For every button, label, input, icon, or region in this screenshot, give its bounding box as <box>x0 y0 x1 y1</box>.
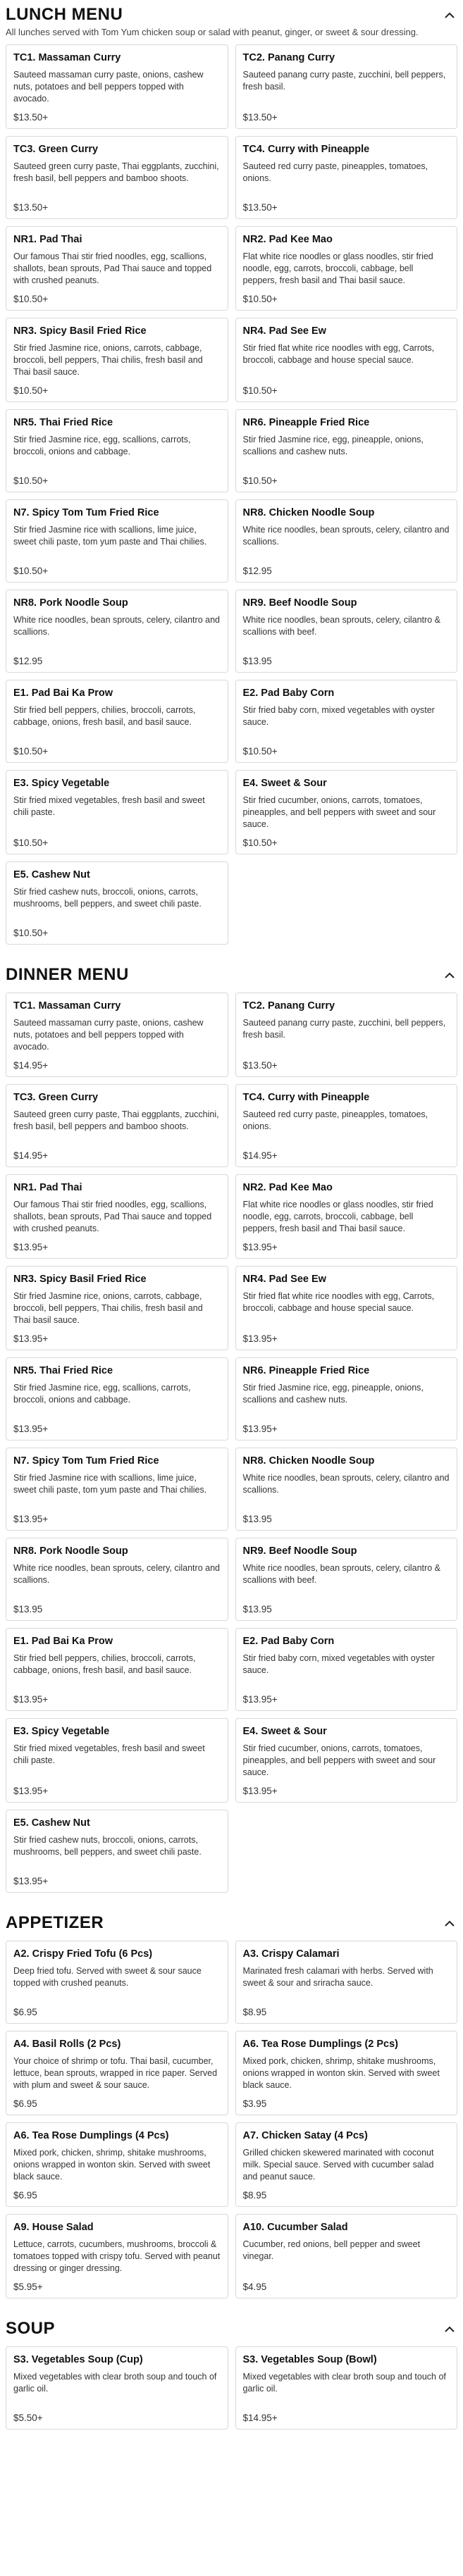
menu-item-card[interactable] <box>6 1266 228 1350</box>
menu-item-price: $3.95 <box>242 2098 267 2109</box>
menu-item-price: $13.95+ <box>242 1333 278 1344</box>
menu-item-card[interactable] <box>6 2031 228 2115</box>
menu-item-card[interactable] <box>235 499 458 583</box>
menu-item-price: $13.95+ <box>242 1242 278 1252</box>
menu-item-name: A10. Cucumber Salad <box>242 2222 348 2233</box>
menu-item-description: Mixed pork, chicken, shrimp, shitake mushrooms, onions wrapped in wonton skin. Served with sweet black sauce. <box>13 2148 211 2182</box>
menu-item-description: Sauteed massaman curry paste, onions, cashew nuts, potatoes and bell peppers topped with avocado. <box>13 1018 204 1052</box>
menu-item-card[interactable] <box>6 770 228 854</box>
menu-item-description: Stir fried Jasmine rice, onions, carrots, cabbage, broccoli, bell peppers, Thai chilis, fresh basil and Thai basil sauce. <box>13 1291 203 1325</box>
menu-item-description: Flat white rice noodles or glass noodles, stir fried noodle, egg, carrots, broccoli, cabbage, bell peppers, fresh basil and Thai basil sauce. <box>242 251 433 285</box>
menu-item-description: Stir fried baby corn, mixed vegetables with oyster sauce. <box>242 1653 435 1675</box>
menu-item-card[interactable] <box>235 1357 458 1441</box>
menu-item-card[interactable] <box>6 409 228 492</box>
menu-item-price: $13.95+ <box>13 1514 49 1524</box>
menu-item-card[interactable] <box>6 136 228 219</box>
chevron-up-icon[interactable] <box>442 2321 457 2337</box>
menu-item-price: $5.50+ <box>13 2413 43 2423</box>
menu-item-name: NR6. Pineapple Fried Rice <box>242 417 370 428</box>
menu-item-card[interactable] <box>235 318 458 402</box>
menu-item-price: $10.50+ <box>242 385 278 396</box>
menu-item-card[interactable] <box>235 44 458 129</box>
menu-item-name: TC3. Green Curry <box>13 1092 99 1103</box>
section-header[interactable] <box>6 1912 457 1934</box>
menu-item-description: Stir fried mixed vegetables, fresh basil and sweet chili paste. <box>13 1743 205 1765</box>
menu-item-name: E4. Sweet & Sour <box>242 778 327 789</box>
menu-item-price: $10.50+ <box>242 838 278 848</box>
menu-item-name: NR4. Pad See Ew <box>242 325 326 337</box>
chevron-up-icon[interactable] <box>442 7 457 23</box>
menu-item-grid <box>6 1941 457 2298</box>
menu-item-price: $13.95+ <box>13 1876 49 1886</box>
menu-item-name: NR2. Pad Kee Mao <box>242 1182 333 1193</box>
menu-item-card[interactable] <box>6 1538 228 1621</box>
menu-item-name: TC4. Curry with Pineapple <box>242 144 370 155</box>
menu-item-price: $5.95+ <box>13 2282 43 2292</box>
menu-item-price: $14.95+ <box>242 1150 278 1161</box>
menu-item-description: Stir fried cucumber, onions, carrots, tomatoes, pineapples, and bell peppers with sweet and sour sauce. <box>242 1743 436 1777</box>
menu-item-name: A2. Crispy Fried Tofu (6 Pcs) <box>13 1948 153 1960</box>
menu-item-name: A9. House Salad <box>13 2222 94 2233</box>
menu-item-price: $12.95 <box>242 566 272 576</box>
menu-item-description: Sauteed massaman curry paste, onions, cashew nuts, potatoes and bell peppers topped with avocado. <box>13 70 204 104</box>
menu-item-description: White rice noodles, bean sprouts, celery, cilantro and scallions. <box>242 1473 450 1495</box>
menu-item-price: $13.95+ <box>13 1242 49 1252</box>
menu-item-price: $13.95 <box>242 656 272 666</box>
menu-item-name: NR6. Pineapple Fried Rice <box>242 1365 370 1376</box>
menu-item-description: Stir fried Jasmine rice, onions, carrots, cabbage, broccoli, bell peppers, Thai chilis, fresh basil and Thai basil sauce. <box>13 343 203 377</box>
menu-item-name: S3. Vegetables Soup (Bowl) <box>242 2354 377 2365</box>
menu-item-name: E5. Cashew Nut <box>13 1817 90 1829</box>
menu-item-card[interactable] <box>235 680 458 763</box>
menu-item-price: $8.95 <box>242 2007 267 2017</box>
section-note: All lunches served with Tom Yum chicken soup or salad with peanut, ginger, or sweet & sour dressing. <box>6 27 419 37</box>
menu-item-card[interactable] <box>6 1810 228 1893</box>
menu-item-description: Sauteed green curry paste, Thai eggplants, zucchini, fresh basil, bell peppers and bamboo shoots. <box>13 161 219 183</box>
menu-item-name: NR3. Spicy Basil Fried Rice <box>13 325 147 337</box>
menu-item-name: N7. Spicy Tom Tum Fried Rice <box>13 507 159 518</box>
menu-item-card[interactable] <box>6 861 228 945</box>
menu-item-card[interactable] <box>6 1941 228 2024</box>
menu-item-card[interactable] <box>6 680 228 763</box>
menu-section-appetizer <box>0 1912 463 2298</box>
menu-item-card[interactable] <box>235 993 458 1077</box>
menu-item-description: Stir fried cucumber, onions, carrots, tomatoes, pineapples, and bell peppers with sweet and sour sauce. <box>242 795 436 829</box>
menu-item-name: E3. Spicy Vegetable <box>13 778 110 789</box>
menu-item-name: E1. Pad Bai Ka Prow <box>13 1636 113 1647</box>
menu-item-card[interactable] <box>235 226 458 311</box>
menu-item-price: $13.95+ <box>13 1786 49 1796</box>
menu-item-price: $13.95+ <box>13 1694 49 1705</box>
menu-section-lunch-menu <box>0 4 463 945</box>
menu-item-description: Sauteed red curry paste, pineapples, tomatoes, onions. <box>242 161 428 183</box>
menu-item-description: Sauteed panang curry paste, zucchini, bell peppers, fresh basil. <box>242 1018 446 1040</box>
menu-item-price: $13.95+ <box>242 1786 278 1796</box>
menu-item-grid <box>6 44 457 945</box>
menu-item-description: Your choice of shrimp or tofu. Thai basil, cucumber, lettuce, bean sprouts, wrapped in rice paper. Served with plum and sweet & sour sauce. <box>13 2056 218 2090</box>
section-header[interactable] <box>6 2318 457 2339</box>
menu-page <box>0 4 463 2445</box>
menu-item-description: White rice noodles, bean sprouts, celery, cilantro & scallions with beef. <box>242 615 440 637</box>
section-title: APPETIZER <box>6 1913 104 1932</box>
menu-item-card[interactable] <box>235 2031 458 2115</box>
menu-item-description: Flat white rice noodles or glass noodles, stir fried noodle, egg, carrots, broccoli, cabbage, bell peppers, fresh basil and Thai basil sauce. <box>242 1200 433 1233</box>
menu-item-price: $10.50+ <box>13 475 49 486</box>
menu-item-name: NR1. Pad Thai <box>13 234 82 245</box>
menu-item-card[interactable] <box>6 590 228 673</box>
menu-item-description: Our famous Thai stir fried noodles, egg, scallions, shallots, bean sprouts, Pad Thai sauce and topped with crushed peanuts. <box>13 1200 212 1233</box>
menu-item-card[interactable] <box>235 1628 458 1711</box>
menu-item-card[interactable] <box>235 1084 458 1167</box>
menu-item-card[interactable] <box>235 2346 458 2429</box>
menu-item-price: $6.95 <box>13 2190 37 2201</box>
section-title: LUNCH MENU <box>6 5 123 24</box>
menu-item-card[interactable] <box>6 2346 228 2429</box>
menu-item-description: Deep fried tofu. Served with sweet & sour sauce topped with crushed peanuts. <box>13 1966 202 1988</box>
menu-item-name: TC1. Massaman Curry <box>13 1000 121 1012</box>
menu-item-description: Sauteed green curry paste, Thai eggplants, zucchini, fresh basil, bell peppers and bamboo shoots. <box>13 1109 219 1131</box>
menu-item-price: $13.50+ <box>242 112 278 123</box>
menu-item-name: TC1. Massaman Curry <box>13 52 121 63</box>
menu-item-card[interactable] <box>6 2122 228 2207</box>
menu-item-price: $13.50+ <box>242 1060 278 1071</box>
menu-item-description: White rice noodles, bean sprouts, celery, cilantro and scallions. <box>242 525 450 547</box>
menu-item-card[interactable] <box>235 2214 458 2298</box>
menu-item-description: Stir fried baby corn, mixed vegetables with oyster sauce. <box>242 705 435 727</box>
menu-item-description: Stir fried Jasmine rice with scallions, lime juice, sweet chili paste, tom yum paste and Thai chilies. <box>13 1473 207 1495</box>
menu-item-description: Sauteed red curry paste, pineapples, tomatoes, onions. <box>242 1109 428 1131</box>
menu-item-card[interactable] <box>235 2122 458 2207</box>
menu-item-description: Lettuce, carrots, cucumbers, mushrooms, broccoli & tomatoes topped with crispy tofu. Served with peanut dressing or ginger dressing. <box>13 2239 221 2273</box>
menu-item-name: A7. Chicken Satay (4 Pcs) <box>242 2130 368 2141</box>
menu-item-name: NR5. Thai Fried Rice <box>13 1365 113 1376</box>
menu-item-name: TC2. Panang Curry <box>242 52 335 63</box>
menu-item-name: NR8. Chicken Noodle Soup <box>242 507 375 518</box>
section-title: SOUP <box>6 2319 56 2338</box>
menu-item-price: $10.50+ <box>13 385 49 396</box>
menu-item-name: E2. Pad Baby Corn <box>242 1636 335 1647</box>
menu-item-name: NR8. Pork Noodle Soup <box>13 597 128 609</box>
menu-item-price: $13.50+ <box>242 202 278 213</box>
menu-item-price: $13.95 <box>242 1604 272 1614</box>
menu-item-card[interactable] <box>6 499 228 583</box>
menu-item-price: $10.50+ <box>13 294 49 304</box>
menu-item-price: $14.95+ <box>13 1060 49 1071</box>
menu-item-price: $4.95 <box>242 2282 267 2292</box>
menu-item-name: TC4. Curry with Pineapple <box>242 1092 370 1103</box>
menu-item-card[interactable] <box>235 590 458 673</box>
menu-item-description: Stir fried flat white rice noodles with egg, Carrots, broccoli, cabbage and house special sauce. <box>242 1291 435 1313</box>
menu-item-price: $13.50+ <box>13 202 49 213</box>
menu-item-description: Stir fried Jasmine rice, egg, pineapple, onions, scallions and cashew nuts. <box>242 435 424 456</box>
menu-item-card[interactable] <box>6 226 228 311</box>
menu-item-name: A6. Tea Rose Dumplings (2 Pcs) <box>242 2039 399 2050</box>
menu-item-card[interactable] <box>6 1448 228 1531</box>
menu-item-description: Stir fried bell peppers, chilies, broccoli, carrots, cabbage, onions, fresh basil, and basil sauce. <box>13 1653 196 1675</box>
menu-item-description: Stir fried Jasmine rice, egg, pineapple, onions, scallions and cashew nuts. <box>242 1383 424 1405</box>
menu-item-price: $10.50+ <box>13 928 49 938</box>
menu-item-card[interactable] <box>235 1538 458 1621</box>
menu-item-name: A4. Basil Rolls (2 Pcs) <box>13 2039 121 2050</box>
menu-item-price: $10.50+ <box>242 746 278 757</box>
menu-item-description: Our famous Thai stir fried noodles, egg, scallions, shallots, bean sprouts, Pad Thai sauce and topped with crushed peanuts. <box>13 251 212 285</box>
menu-item-name: N7. Spicy Tom Tum Fried Rice <box>13 1455 159 1467</box>
menu-item-price: $13.95+ <box>13 1424 49 1434</box>
menu-item-price: $6.95 <box>13 2098 37 2109</box>
menu-item-description: White rice noodles, bean sprouts, celery, cilantro and scallions. <box>13 1563 220 1585</box>
menu-item-card[interactable] <box>6 1718 228 1803</box>
menu-item-name: E4. Sweet & Sour <box>242 1726 327 1737</box>
menu-item-card[interactable] <box>235 1718 458 1803</box>
menu-item-name: E1. Pad Bai Ka Prow <box>13 687 113 699</box>
menu-item-card[interactable] <box>235 1941 458 2024</box>
chevron-up-icon[interactable] <box>442 1915 457 1931</box>
menu-item-grid <box>6 2346 457 2429</box>
menu-section-soup <box>0 2318 463 2429</box>
menu-item-grid <box>6 993 457 1893</box>
menu-item-description: Cucumber, red onions, bell pepper and sweet vinegar. <box>242 2239 421 2261</box>
menu-item-card[interactable] <box>235 770 458 854</box>
menu-item-name: E3. Spicy Vegetable <box>13 1726 110 1737</box>
menu-item-description: Stir fried Jasmine rice with scallions, lime juice, sweet chili paste, tom yum paste and Thai chilies. <box>13 525 207 547</box>
menu-item-name: E2. Pad Baby Corn <box>242 687 335 699</box>
menu-item-name: NR5. Thai Fried Rice <box>13 417 113 428</box>
menu-item-name: TC2. Panang Curry <box>242 1000 335 1012</box>
menu-item-description: Marinated fresh calamari with herbs. Served with sweet & sour and sriracha sauce. <box>242 1966 433 1988</box>
menu-item-name: E5. Cashew Nut <box>13 869 90 881</box>
menu-item-name: NR2. Pad Kee Mao <box>242 234 333 245</box>
menu-item-description: White rice noodles, bean sprouts, celery, cilantro and scallions. <box>13 615 220 637</box>
menu-item-description: Stir fried bell peppers, chilies, broccoli, carrots, cabbage, onions, fresh basil, and basil sauce. <box>13 705 196 727</box>
menu-item-card[interactable] <box>6 2214 228 2298</box>
section-header[interactable] <box>6 4 457 25</box>
menu-item-card[interactable] <box>6 1357 228 1441</box>
menu-item-description: Sauteed panang curry paste, zucchini, bell peppers, fresh basil. <box>242 70 446 92</box>
menu-item-price: $13.95 <box>13 1604 43 1614</box>
menu-item-description: Grilled chicken skewered marinated with coconut milk. Special sauce. Served with cucumber salad and peanut sauce. <box>242 2148 434 2182</box>
menu-item-card[interactable] <box>6 318 228 402</box>
menu-item-name: NR4. Pad See Ew <box>242 1274 326 1285</box>
menu-item-card[interactable] <box>6 993 228 1077</box>
menu-item-name: A3. Crispy Calamari <box>242 1948 340 1960</box>
menu-item-description: Stir fried Jasmine rice, egg, scallions, carrots, broccoli, onions and cabbage. <box>13 435 191 456</box>
menu-item-price: $14.95+ <box>13 1150 49 1161</box>
menu-item-price: $13.95+ <box>242 1694 278 1705</box>
menu-item-card[interactable] <box>235 1266 458 1350</box>
menu-item-name: NR8. Chicken Noodle Soup <box>242 1455 375 1467</box>
menu-item-description: Stir fried mixed vegetables, fresh basil and sweet chili paste. <box>13 795 205 817</box>
menu-item-price: $13.50+ <box>13 112 49 123</box>
menu-item-price: $8.95 <box>242 2190 267 2201</box>
menu-item-description: Stir fried cashew nuts, broccoli, onions, carrots, mushrooms, bell peppers, and sweet chili paste. <box>13 887 202 909</box>
menu-item-card[interactable] <box>235 1174 458 1259</box>
menu-item-price: $13.95 <box>242 1514 272 1524</box>
menu-item-price: $13.95+ <box>13 1333 49 1344</box>
chevron-up-icon[interactable] <box>442 967 457 983</box>
menu-item-description: Mixed vegetables with clear broth soup and touch of garlic oil. <box>13 2372 217 2394</box>
menu-item-name: NR9. Beef Noodle Soup <box>242 1545 357 1557</box>
menu-item-name: NR9. Beef Noodle Soup <box>242 597 357 609</box>
menu-item-price: $10.50+ <box>13 566 49 576</box>
menu-item-description: Mixed pork, chicken, shrimp, shitake mushrooms, onions wrapped in wonton skin. Served with sweet black sauce. <box>242 2056 440 2090</box>
menu-item-card[interactable] <box>6 44 228 129</box>
menu-item-card[interactable] <box>6 1084 228 1167</box>
menu-item-description: Stir fried cashew nuts, broccoli, onions, carrots, mushrooms, bell peppers, and sweet chili paste. <box>13 1835 202 1857</box>
menu-item-name: NR8. Pork Noodle Soup <box>13 1545 128 1557</box>
menu-item-price: $13.95+ <box>242 1424 278 1434</box>
menu-item-price: $14.95+ <box>242 2413 278 2423</box>
menu-item-name: NR3. Spicy Basil Fried Rice <box>13 1274 147 1285</box>
menu-item-card[interactable] <box>6 1628 228 1711</box>
menu-item-card[interactable] <box>235 1448 458 1531</box>
menu-item-name: A6. Tea Rose Dumplings (4 Pcs) <box>13 2130 169 2141</box>
menu-item-name: TC3. Green Curry <box>13 144 99 155</box>
menu-item-card[interactable] <box>6 1174 228 1259</box>
menu-section-dinner-menu <box>0 964 463 1893</box>
menu-item-price: $10.50+ <box>242 475 278 486</box>
menu-item-name: NR1. Pad Thai <box>13 1182 82 1193</box>
menu-item-description: Mixed vegetables with clear broth soup and touch of garlic oil. <box>242 2372 446 2394</box>
menu-item-price: $6.95 <box>13 2007 37 2017</box>
menu-item-name: S3. Vegetables Soup (Cup) <box>13 2354 143 2365</box>
menu-item-description: White rice noodles, bean sprouts, celery, cilantro & scallions with beef. <box>242 1563 440 1585</box>
menu-item-price: $10.50+ <box>13 838 49 848</box>
section-title: DINNER MENU <box>6 965 129 984</box>
menu-item-price: $12.95 <box>13 656 43 666</box>
menu-item-price: $10.50+ <box>242 294 278 304</box>
menu-item-card[interactable] <box>235 409 458 492</box>
section-header[interactable] <box>6 964 457 985</box>
menu-item-card[interactable] <box>235 136 458 219</box>
menu-item-description: Stir fried flat white rice noodles with egg, Carrots, broccoli, cabbage and house special sauce. <box>242 343 435 365</box>
menu-item-price: $10.50+ <box>13 746 49 757</box>
menu-item-description: Stir fried Jasmine rice, egg, scallions, carrots, broccoli, onions and cabbage. <box>13 1383 191 1405</box>
